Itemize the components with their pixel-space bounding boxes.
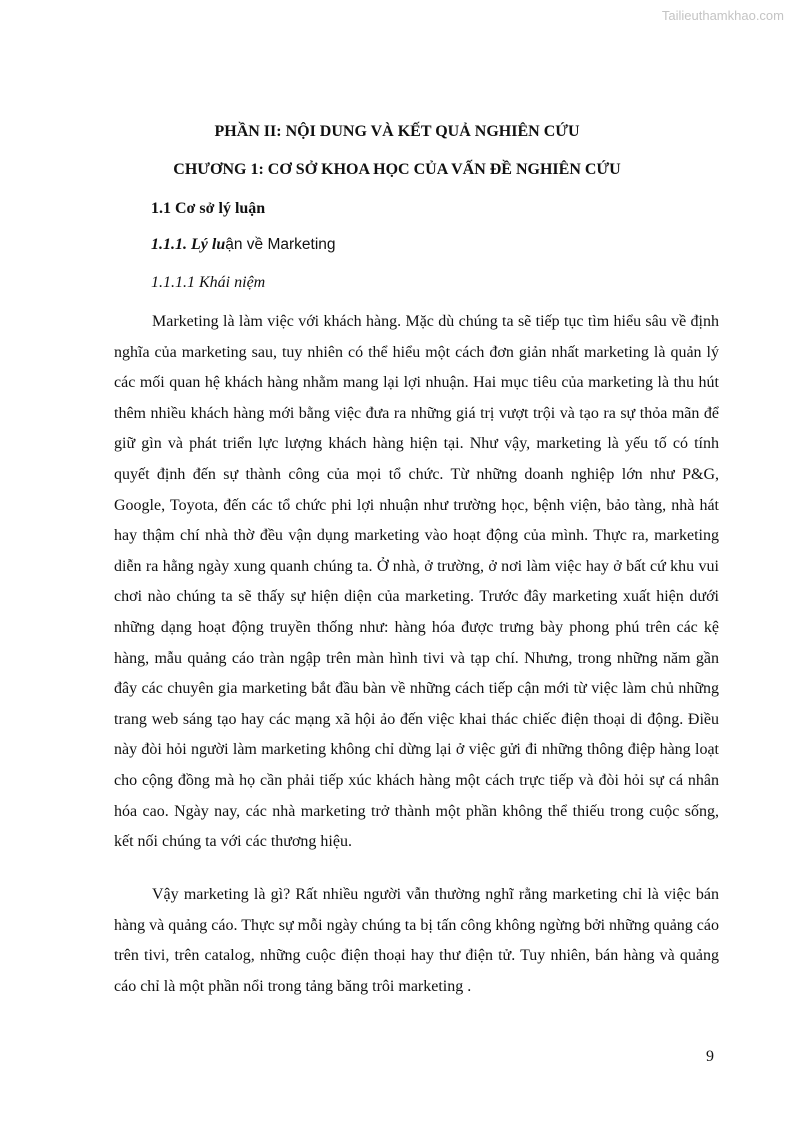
body-paragraph-1: Marketing là làm việc với khách hàng. Mặc dù chúng ta sẽ tiếp tục tìm hiểu sâu về định nghĩa của marketing sau, tuy nhiên có thể hiểu một cách đơn giản nhất marketing là quản lý các mối quan hệ khách hàng nhằm mang lại lợi nhuận. Hai mục tiêu của marketing là thu hút thêm nhiều khách hàng mới bằng việc đưa ra những giá trị vượt trội và tạo ra sự thỏa mãn để giữ gìn và phát triển lực lượng khách hàng hiện tại. Như vậy, marketing là yếu tố có tính quyết định đến sự thành công của mọi tổ chức. Từ những doanh nghiệp lớn như P&G, Google, Toyota, đến các tổ chức phi lợi nhuận như trường học, bệnh viện, bảo tàng, nhà hát hay thậm chí nhà thờ đều vận dụng marketing vào hoạt động của mình. Thực ra, marketing diễn ra hằng ngày xung quanh chúng ta. Ở nhà, ở trường, ở nơi làm việc hay ở bất cứ khu vui chơi nào chúng ta sẽ thấy sự hiện diện của marketing. Trước đây marketing xuất hiện dưới những dạng hoạt động truyền thống như: hàng hóa được trưng bày phong phú trên các kệ hàng, mẫu quảng cáo tràn ngập trên màn hình tivi và tạp chí. Nhưng, trong những năm gần đây các chuyên gia marketing bắt đầu bàn về những cách tiếp cận mới từ việc làm chủ những trang web sáng tạo hay các mạng xã hội ảo đến việc khai thác chiếc điện thoại di động. Điều này đòi hỏi người làm marketing không chỉ dừng lại ở việc gửi đi những thông điệp hàng loạt cho cộng đồng mà họ cần phải tiếp xúc khách hàng một cách trực tiếp và đòi hỏi sự cá nhân hóa cao. Ngày nay, các nhà marketing trở thành một phần không thể thiếu trong cuộc sống, kết nối chúng ta với các thương hiệu.: [114, 313, 719, 851]
body-paragraph-2: Vậy marketing là gì? Rất nhiều người vẫn thường nghĩ rằng marketing chỉ là việc bán hàng và quảng cáo. Thực sự mỗi ngày chúng ta bị tấn công không ngừng bởi những quảng cáo trên tivi, trên catalog, những cuộc điện thoại hay thư điện tử. Tuy nhiên, bán hàng và quảng cáo chỉ là một phần nổi trong tảng băng trôi marketing .: [114, 886, 719, 995]
page-number: 9: [706, 1048, 714, 1065]
section-heading-1-1-1-1: 1.1.1.1 Khái niệm: [151, 274, 266, 291]
section-heading-1-1-1: [151, 236, 336, 254]
part-title: PHẦN II: NỘI DUNG VÀ KẾT QUẢ NGHIÊN CỨU: [214, 123, 580, 140]
section-heading-1-1-1-bold: 1.1.1. Lý lu: [151, 236, 226, 253]
watermark: Tailieuthamkhao.com: [661, 8, 784, 23]
chapter-title: CHƯƠNG 1: CƠ SỞ KHOA HỌC CỦA VẤN ĐỀ NGHIÊN CỨU: [173, 161, 621, 178]
section-heading-1-1-1-rest: ận về Marketing: [225, 236, 336, 253]
section-heading-1-1: 1.1 Cơ sở lý luận: [151, 200, 266, 217]
